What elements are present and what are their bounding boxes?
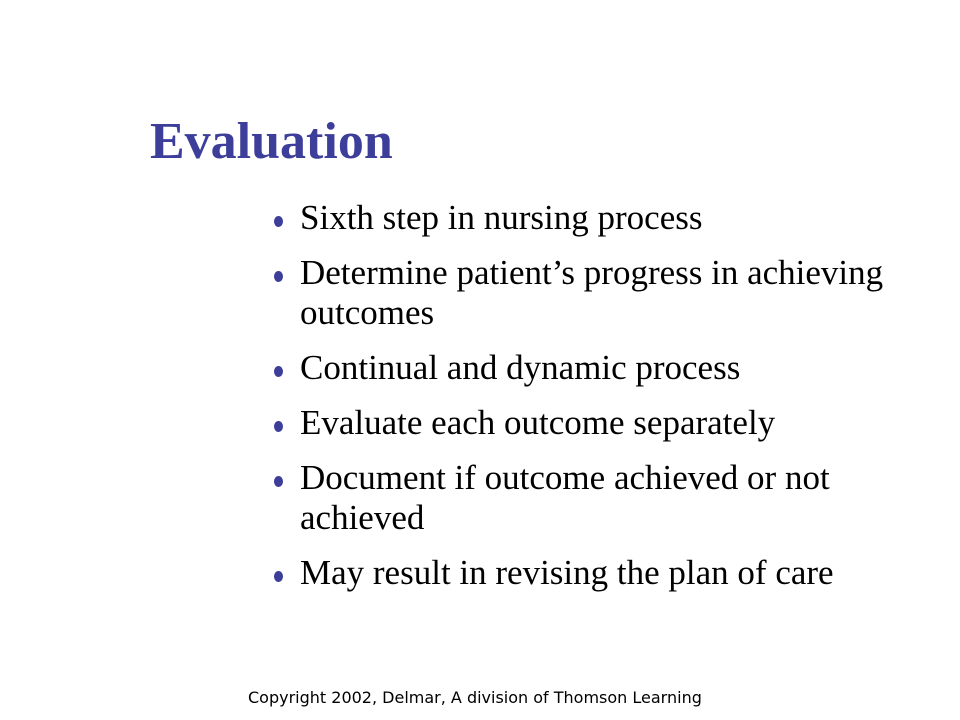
bullet-item <box>262 458 922 538</box>
bullet-list <box>262 198 922 608</box>
bullet-text: Evaluate each outcome separately <box>300 403 776 442</box>
bullet-icon <box>274 421 283 432</box>
bullet-text: Sixth step in nursing process <box>300 198 703 237</box>
bullet-icon <box>274 271 283 282</box>
bullet-item <box>262 348 922 388</box>
bullet-icon <box>274 476 283 487</box>
bullet-item <box>262 403 922 443</box>
slide-title: Evaluation <box>150 113 393 170</box>
bullet-icon <box>274 366 283 377</box>
bullet-item <box>262 198 922 238</box>
bullet-text: Continual and dynamic process <box>300 348 741 387</box>
bullet-icon <box>274 571 283 582</box>
bullet-icon <box>274 216 283 227</box>
bullet-text: Determine patient’s progress in achieving outcomes <box>300 253 884 332</box>
bullet-item <box>262 253 922 333</box>
bullet-text: Document if outcome achieved or not achieved <box>300 458 830 537</box>
bullet-text: May result in revising the plan of care <box>300 553 834 592</box>
copyright-footer: Copyright 2002, Delmar, A division of Thomson Learning <box>248 688 702 707</box>
bullet-item <box>262 553 922 593</box>
